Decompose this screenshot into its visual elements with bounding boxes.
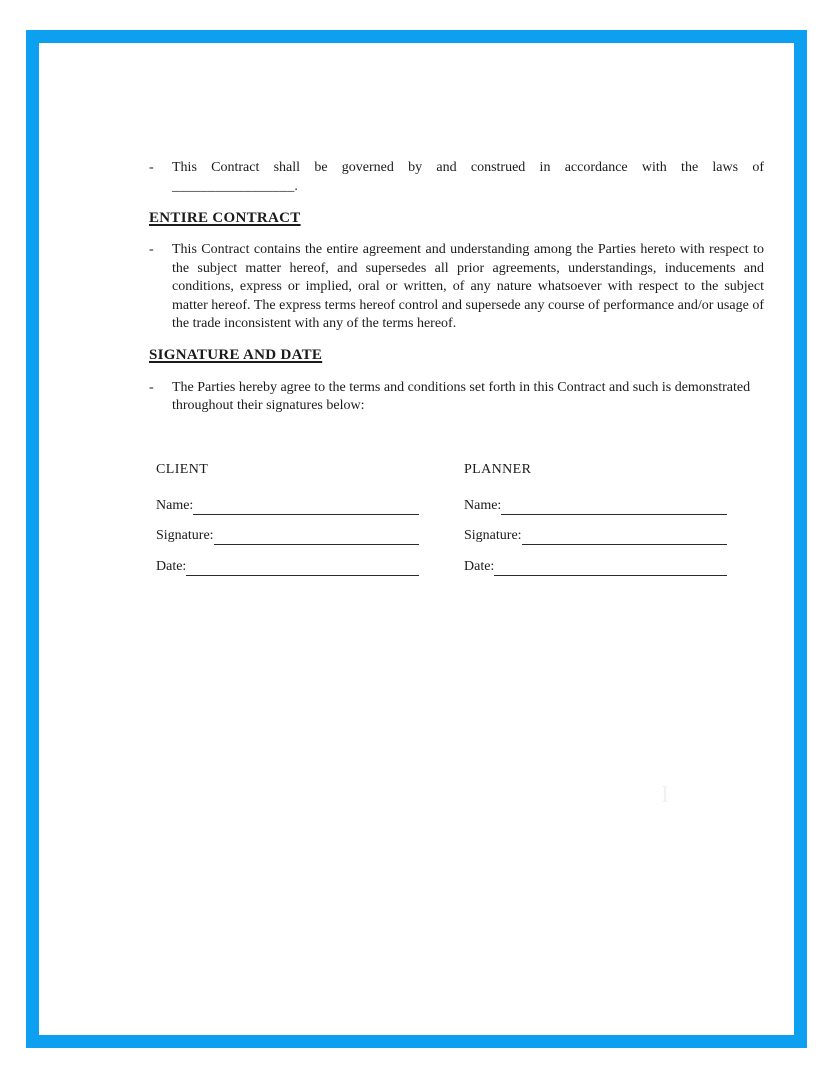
entire-contract-heading: ENTIRE CONTRACT [149, 210, 301, 226]
entire-contract-clause [149, 241, 764, 334]
client-date-row [156, 557, 419, 576]
entire-contract-body: This Contract contains the entire agreement and understanding among the Parties hereto with respect to the subject matter hereof, and supersedes all prior agreements, understandings, inducements and conditions, express or implied, oral or written, of any nature whatsoever with respect to the subject matter hereof. The express terms hereof control and supersede any course of performance and/or usage of the trade inconsistent with any of the terms hereof. [172, 242, 764, 331]
client-signature-line[interactable] [214, 527, 419, 545]
client-name-row [156, 496, 419, 515]
faint-ibeam-artifact: I [661, 782, 669, 808]
governing-law-clause [149, 159, 764, 196]
planner-name-label: Name: [464, 497, 502, 513]
client-signature-column [156, 460, 419, 576]
planner-date-label: Date: [464, 558, 495, 574]
client-date-label: Date: [156, 558, 187, 574]
planner-signature-row [464, 526, 727, 545]
planner-signature-label: Signature: [464, 528, 522, 543]
planner-signature-line[interactable] [522, 527, 727, 545]
governing-law-blank[interactable]: _________________. [172, 178, 299, 194]
planner-name-row [464, 496, 727, 515]
governing-law-text [172, 159, 764, 196]
planner-title: PLANNER [464, 461, 532, 477]
planner-name-line[interactable] [501, 497, 727, 515]
planner-date-line[interactable] [494, 558, 727, 576]
planner-signature-column [464, 460, 727, 576]
bullet-dash: - [149, 379, 154, 395]
bullet-dash: - [149, 160, 154, 175]
contract-content [149, 159, 764, 576]
signature-block [156, 460, 764, 576]
signature-and-date-body: The Parties hereby agree to the terms and conditions set forth in this Contract and such is demonstrated throughout their signatures below: [172, 379, 751, 413]
client-date-line[interactable] [186, 558, 419, 576]
signature-and-date-heading: SIGNATURE AND DATE [149, 346, 323, 363]
client-name-label: Name: [156, 497, 194, 513]
bullet-dash: - [149, 242, 154, 257]
planner-date-row [464, 557, 727, 576]
page-border-frame [26, 30, 807, 1048]
governing-law-sentence: This Contract shall be governed by and construed in accordance with the laws of [172, 160, 764, 175]
client-title: CLIENT [156, 461, 209, 477]
signature-and-date-clause [149, 379, 764, 416]
client-name-line[interactable] [193, 497, 419, 515]
client-signature-row [156, 526, 419, 545]
client-signature-label: Signature: [156, 528, 214, 543]
